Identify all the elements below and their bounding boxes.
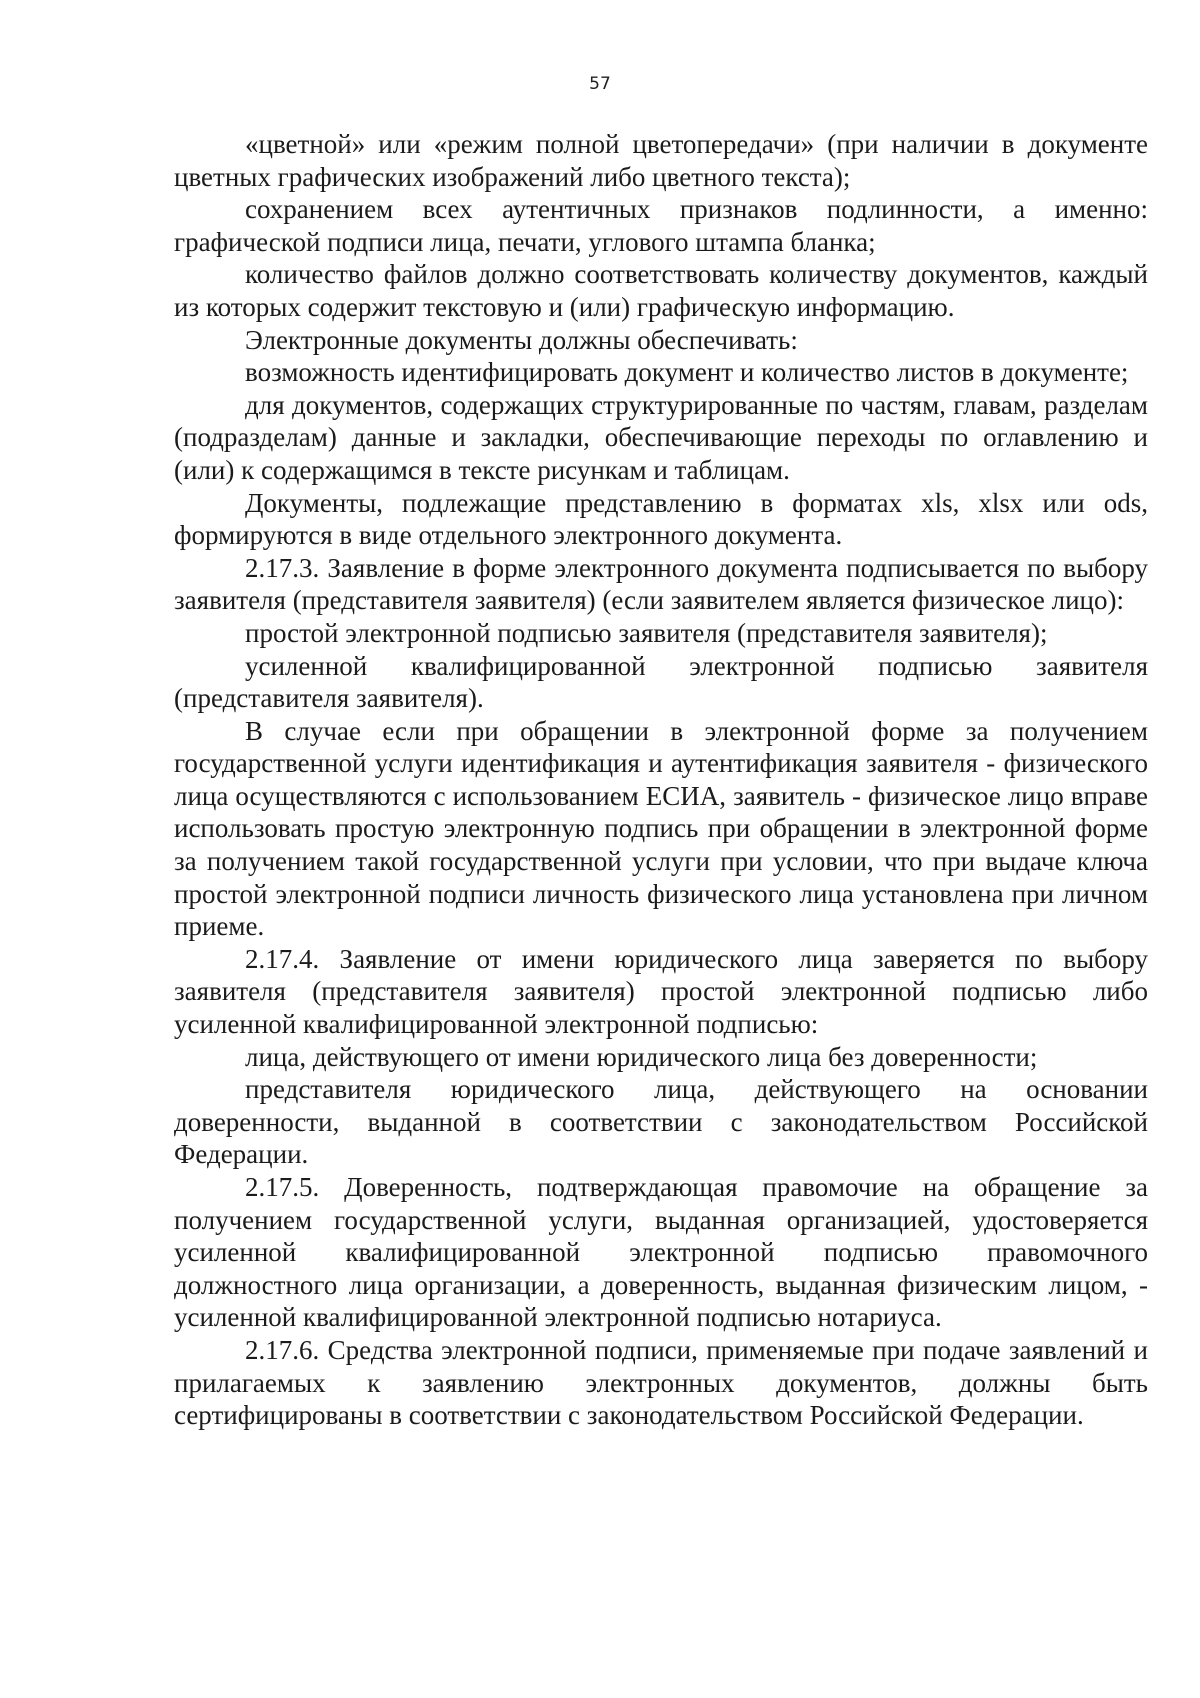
- paragraph: 2.17.5. Доверенность, подтверждающая правомочие на обращение за получением государственной услуги, выданная организацией, удостоверяется усиленной квалифицированной электронной подписью правомочного должностного лица организации, а доверенность, выданная физическим лицом, - усиленной квалифицированной электронной подписью нотариуса.: [174, 1172, 1148, 1333]
- paragraph: «цветной» или «режим полной цветопередачи» (при наличии в документе цветных графических изображений либо цветного текста);: [174, 129, 1148, 192]
- paragraph: 2.17.3. Заявление в форме электронного документа подписывается по выбору заявителя (представителя заявителя) (если заявителем является физическое лицо):: [174, 552, 1148, 616]
- paragraph: простой электронной подписью заявителя (представителя заявителя);: [245, 617, 1048, 648]
- paragraph: Документы, подлежащие представлению в форматах xls, xlsx или ods, формируются в виде отдельного электронного документа.: [174, 487, 1148, 551]
- paragraph: 2.17.4. Заявление от имени юридического лица заверяется по выбору заявителя (представителя заявителя) простой электронной подписью либо усиленной квалифицированной электронной подписью:: [174, 943, 1148, 1040]
- paragraph: усиленной квалифицированной электронной подписью заявителя (представителя заявителя).: [174, 650, 1148, 714]
- paragraph: В случае если при обращении в электронной форме за получением государственной услуги идентификация и аутентификация заявителя - физического лица осуществляются с использованием ЕСИА, заявитель - физическое лицо вправе использовать простую электронную подпись при обращении в электронной форме за получением такой государственной услуги при условии, что при выдаче ключа простой электронной подписи личность физического лица установлена при личном приеме.: [174, 715, 1148, 942]
- paragraph: лица, действующего от имени юридического лица без доверенности;: [245, 1041, 1038, 1072]
- paragraph: Электронные документы должны обеспечивать:: [245, 324, 798, 355]
- paragraph: возможность идентифицировать документ и количество листов в документе;: [245, 357, 1129, 388]
- paragraph: количество файлов должно соответствовать количеству документов, каждый из которых содержит текстовую и (или) графическую информацию.: [174, 259, 1148, 322]
- page-number: 57: [589, 74, 611, 94]
- paragraph: представителя юридического лица, действующего на основании доверенности, выданной в соответствии с законодательством Российской Федерации.: [174, 1074, 1148, 1170]
- paragraph: 2.17.6. Средства электронной подписи, применяемые при подаче заявлений и прилагаемых к заявлению электронных документов, должны быть сертифицированы в соответствии с законодательством Российской Федерации.: [174, 1334, 1148, 1431]
- paragraph: для документов, содержащих структурированные по частям, главам, разделам (подразделам) данные и закладки, обеспечивающие переходы по оглавлению и (или) к содержащимся в тексте рисункам и таблицам.: [174, 389, 1148, 485]
- document-body: [174, 128, 1148, 1432]
- paragraph: сохранением всех аутентичных признаков подлинности, а именно: графической подписи лица, печати, углового штампа бланка;: [174, 194, 1148, 257]
